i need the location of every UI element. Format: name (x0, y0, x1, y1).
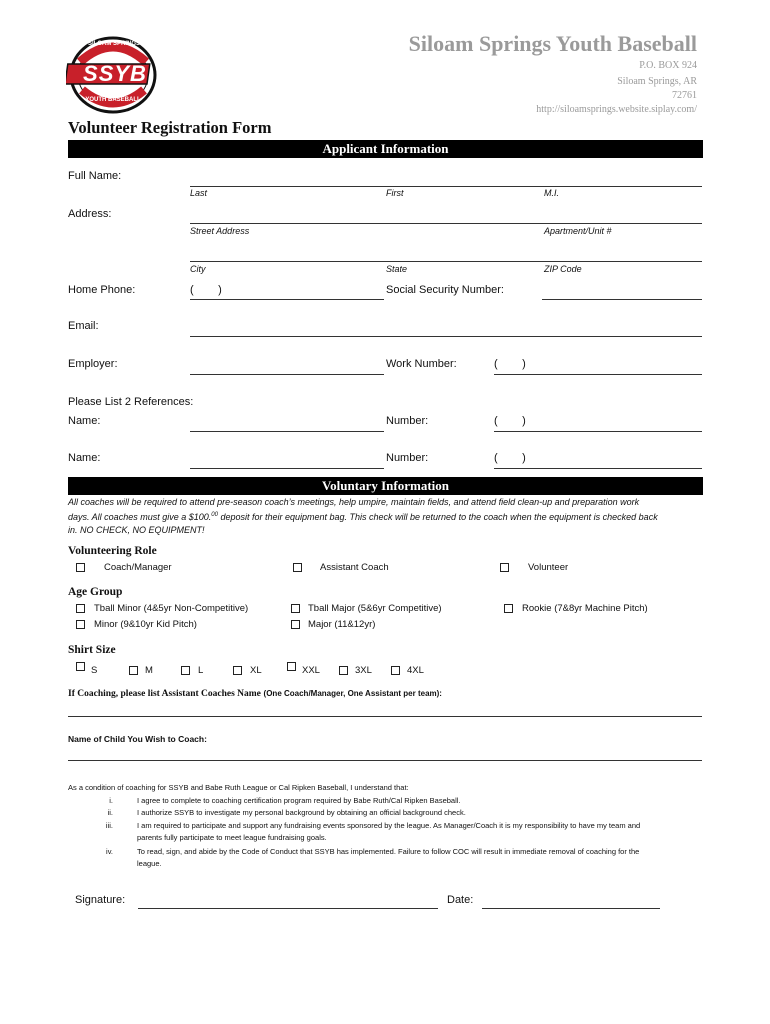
logo-bottom-text: YOUTH BASEBALL (85, 97, 141, 103)
shirt-m-label: M (145, 665, 153, 676)
age-tball-minor-label: Tball Minor (4&5yr Non-Competitive) (94, 603, 249, 614)
last-sublabel: Last (190, 188, 208, 198)
assistant-coaches-title: If Coaching, please list Assistant Coaches Name (68, 689, 261, 699)
role-section-title: Volunteering Role (68, 545, 157, 557)
age-section-title: Age Group (68, 586, 123, 598)
assistant-coaches-note: (One Coach/Manager, One Assistant per team): (263, 689, 442, 698)
shirt-xl-label: XL (250, 665, 262, 676)
shirt-m-checkbox[interactable] (129, 666, 138, 675)
ssn-label: Social Security Number: (386, 284, 504, 296)
note-line-2b: deposit for their equipment bag. This check will be returned to the coach when the equipment is checked back (217, 512, 658, 522)
role-assistant-label: Assistant Coach (320, 562, 389, 573)
shirt-3xl-checkbox[interactable] (339, 666, 348, 675)
form-title: Volunteer Registration Form (68, 118, 272, 137)
ref1-name-field[interactable] (190, 431, 384, 432)
condition-text (113, 820, 640, 845)
shirt-section-title: Shirt Size (68, 644, 116, 656)
condition-text-line: I am required to participate and support any fundraising events sponsored by the league. As Manager/Coach it is my responsibility to have my team and (137, 820, 641, 830)
signature-label: Signature: (75, 894, 126, 906)
condition-text-line: To read, sign, and abide by the Code of Conduct that SSYB has implemented. Failure to follow COC will result in immediate removal of coaching for the (137, 846, 640, 856)
coach-requirements-note (68, 496, 708, 537)
assistant-coaches-field[interactable] (68, 716, 702, 717)
conditions-list (68, 782, 708, 871)
role-coach-checkbox[interactable] (76, 563, 85, 572)
condition-num: i. (109, 795, 113, 805)
shirt-3xl-label: 3XL (355, 665, 372, 676)
role-volunteer-checkbox[interactable] (500, 563, 509, 572)
note-line-3: in. NO CHECK, NO EQUIPMENT! (68, 525, 205, 535)
home-phone-paren: ( ) (190, 284, 222, 296)
employer-field[interactable] (190, 374, 384, 375)
apt-sublabel: Apartment/Unit # (544, 226, 612, 236)
zip-sublabel: ZIP Code (544, 264, 582, 274)
city-sublabel: City (190, 264, 206, 274)
shirt-4xl-checkbox[interactable] (391, 666, 400, 675)
ssn-field[interactable] (542, 299, 702, 300)
age-major-label: Major (11&12yr) (308, 619, 376, 630)
assistant-coaches-label (68, 688, 442, 699)
shirt-xxl-label: XXL (302, 665, 320, 676)
voluntary-info-bar: Voluntary Information (68, 477, 703, 495)
shirt-xxl-checkbox[interactable] (287, 662, 296, 671)
org-name: Siloam Springs Youth Baseball (408, 31, 697, 56)
ref2-number-field[interactable] (494, 468, 702, 469)
age-rookie-checkbox[interactable] (504, 604, 513, 613)
child-name-field[interactable] (68, 760, 702, 761)
age-minor-label: Minor (9&10yr Kid Pitch) (94, 619, 197, 630)
email-field[interactable] (190, 336, 702, 337)
logo-mark: SSYB (83, 61, 147, 86)
age-tball-major-label: Tball Major (5&6yr Competitive) (308, 603, 442, 614)
po-box: P.O. BOX 924 (639, 60, 697, 71)
full-name-label: Full Name: (68, 170, 122, 182)
role-coach-label: Coach/Manager (104, 562, 172, 573)
shirt-l-label: L (198, 665, 204, 676)
work-number-field[interactable] (494, 374, 702, 375)
first-sublabel: First (386, 188, 404, 198)
condition-num: ii. (107, 808, 113, 817)
logo (66, 34, 160, 116)
condition-item (68, 846, 708, 871)
state-sublabel: State (386, 264, 408, 274)
role-assistant-checkbox[interactable] (293, 563, 302, 572)
condition-text (113, 846, 639, 871)
age-major-checkbox[interactable] (291, 620, 300, 629)
conditions-intro: As a condition of coaching for SSYB and Babe Ruth League or Cal Ripken Baseball, I understand that: (68, 783, 409, 792)
references-label: Please List 2 References: (68, 396, 194, 408)
ref2-name-label: Name: (68, 452, 101, 464)
role-volunteer-label: Volunteer (528, 562, 569, 573)
condition-text-line: league. (137, 859, 162, 868)
home-phone-field[interactable] (190, 299, 384, 300)
shirt-l-checkbox[interactable] (181, 666, 190, 675)
address-label: Address: (68, 208, 112, 220)
age-tball-major-checkbox[interactable] (291, 604, 300, 613)
condition-text: I agree to complete to coaching certification program required by Babe Ruth/Cal Ripken Baseball. (137, 795, 461, 805)
employer-label: Employer: (68, 358, 118, 370)
mi-sublabel: M.I. (544, 188, 559, 198)
shirt-xl-checkbox[interactable] (233, 666, 242, 675)
zip: 72761 (672, 90, 697, 101)
ref2-number-label: Number: (386, 452, 429, 464)
note-sup: 00 (211, 512, 218, 518)
condition-item (68, 820, 708, 845)
signature-field[interactable] (138, 908, 438, 909)
age-rookie-label: Rookie (7&8yr Machine Pitch) (522, 603, 648, 614)
applicant-info-bar: Applicant Information (68, 140, 703, 158)
condition-text-line: parents fully participate to meet league fundraising goals. (137, 833, 327, 842)
work-number-label: Work Number: (386, 358, 457, 370)
city-state: Siloam Springs, AR (617, 76, 697, 87)
ref1-number-field[interactable] (494, 431, 702, 432)
website-link[interactable]: http://siloamsprings.website.siplay.com/ (536, 104, 697, 115)
shirt-4xl-label: 4XL (407, 665, 424, 676)
ref2-number-paren: ( ) (494, 452, 526, 464)
condition-num: iii. (105, 820, 113, 830)
work-number-paren: ( ) (494, 358, 526, 370)
email-label: Email: (68, 320, 99, 332)
child-name-label: Name of Child You Wish to Coach: (68, 734, 207, 744)
date-field[interactable] (482, 908, 660, 909)
shirt-s-checkbox[interactable] (76, 662, 85, 671)
condition-item (68, 795, 708, 808)
date-label: Date: (447, 894, 474, 906)
shirt-s-label: S (91, 665, 98, 676)
home-phone-label: Home Phone: (68, 284, 136, 296)
logo-top-text: SILOAM SPRINGS (87, 41, 140, 47)
condition-text: I authorize SSYB to investigate my personal background by obtaining an official background check. (137, 808, 466, 817)
street-field[interactable] (190, 223, 702, 224)
ref1-number-paren: ( ) (494, 415, 526, 427)
street-sublabel: Street Address (190, 226, 250, 236)
age-minor-checkbox[interactable] (76, 620, 85, 629)
ref2-name-field[interactable] (190, 468, 384, 469)
ref1-name-label: Name: (68, 415, 101, 427)
ref1-number-label: Number: (386, 415, 429, 427)
full-name-field[interactable] (190, 186, 702, 187)
note-line-2 (68, 509, 708, 524)
city-state-zip-field[interactable] (190, 261, 702, 262)
age-tball-minor-checkbox[interactable] (76, 604, 85, 613)
condition-num: iv. (106, 846, 113, 856)
condition-item (68, 807, 708, 820)
note-line-2a: days. All coaches must give a $100. (68, 512, 212, 522)
note-line-1: All coaches will be required to attend pre-season coach’s meetings, help umpire, maintain fields, and attend field clean-up and preparation work (68, 497, 640, 507)
